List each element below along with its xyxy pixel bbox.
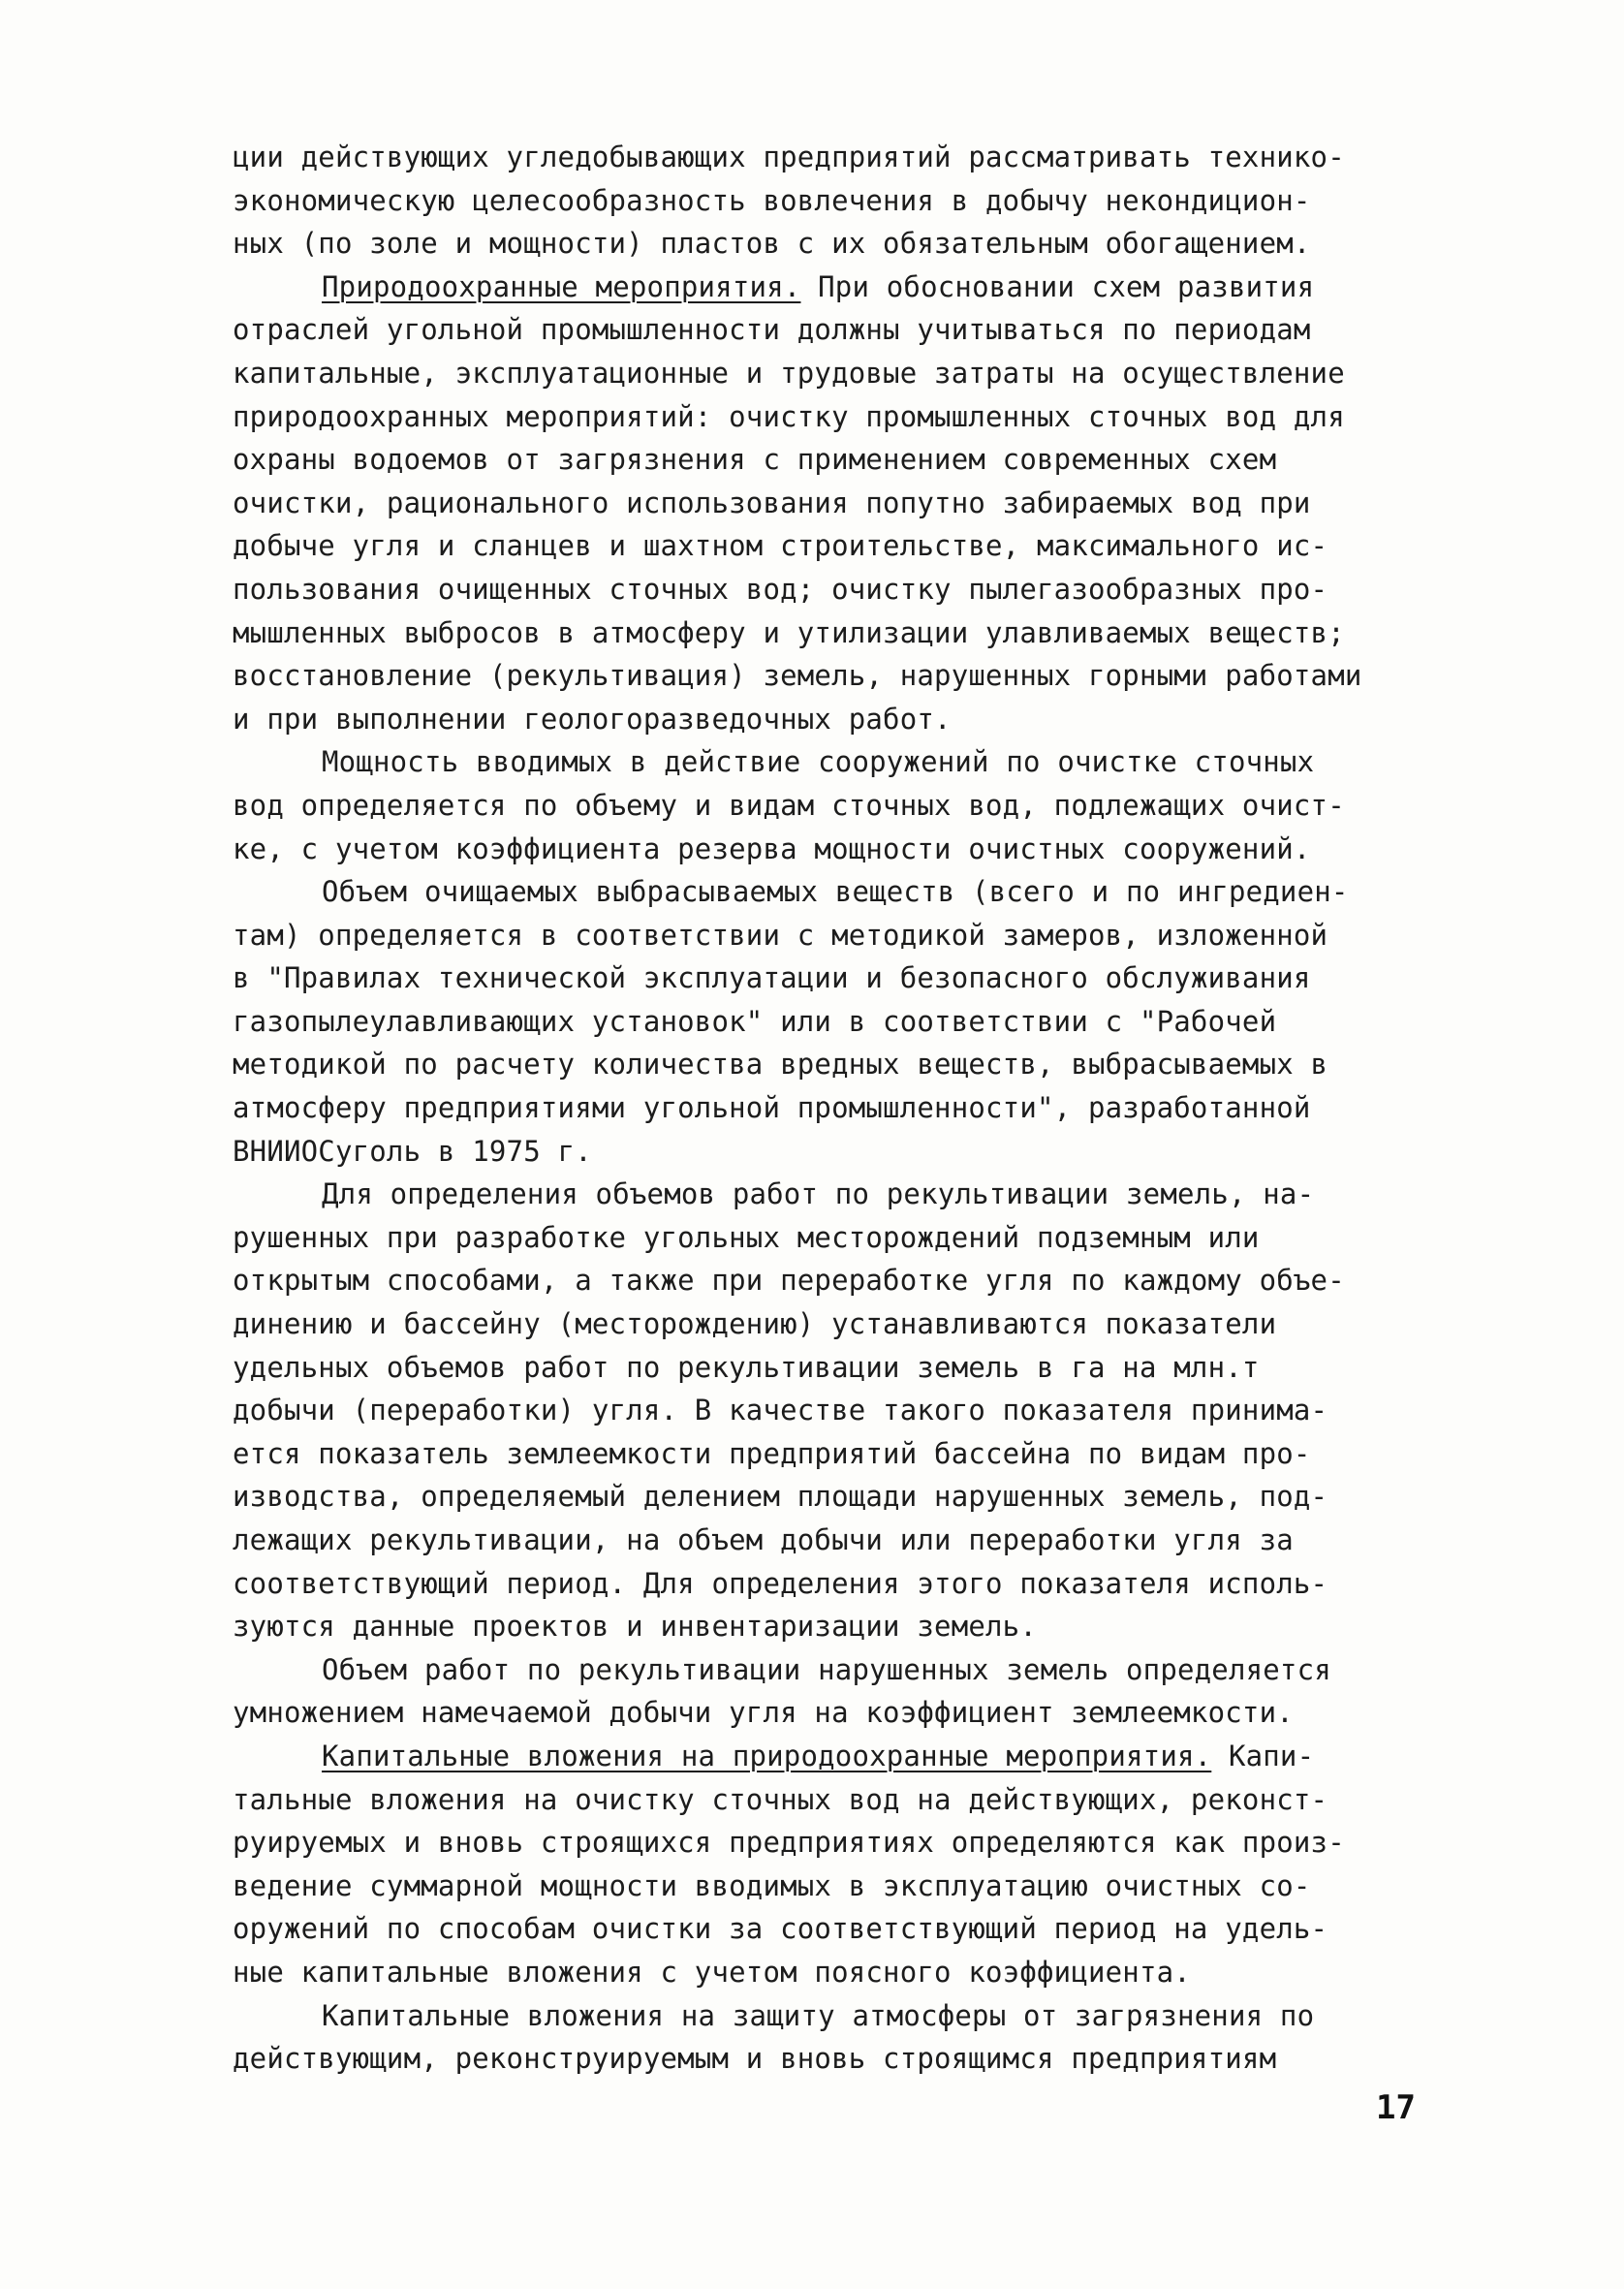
line-text: рушенных при разработке угольных месторождений подземным или	[233, 1220, 1260, 1254]
text-line	[233, 1691, 1453, 1735]
line-text: добыче угля и сланцев и шахтном строительстве, максимального ис-	[233, 529, 1328, 563]
text-line	[233, 1778, 1453, 1822]
text-line	[233, 1994, 1453, 2038]
line-text: Капи-	[1211, 1739, 1315, 1772]
line-text: тальные вложения на очистку сточных вод на действующих, реконст-	[233, 1782, 1328, 1816]
text-line	[233, 1519, 1453, 1562]
line-text: ется показатель землеемкости предприятий бассейна по видам про-	[233, 1436, 1311, 1470]
line-text: ных (по золе и мощности) пластов с их обязательным обогащением.	[233, 227, 1311, 261]
line-text: ВНИИОСуголь в 1975 г.	[233, 1134, 592, 1168]
text-line	[233, 568, 1453, 611]
text-line	[233, 784, 1453, 828]
text-line	[233, 1735, 1453, 1778]
line-text: и при выполнении геологоразведочных работ.	[233, 702, 952, 736]
page-number: 17	[1376, 2088, 1416, 2127]
text-line	[233, 2037, 1453, 2081]
line-text: газопылеулавливающих установок" или в соответствии с "Рабочей	[233, 1004, 1277, 1038]
text-line	[233, 914, 1453, 957]
line-text: восстановление (рекультивация) земель, нарушенных горными работами	[233, 659, 1362, 693]
line-text: оружений по способам очистки за соответствующий период на удель-	[233, 1912, 1328, 1946]
section-heading: Капитальные вложения на природоохранные мероприятия.	[322, 1739, 1212, 1772]
line-text: там) определяется в соответствии с методикой замеров, изложенной	[233, 918, 1328, 952]
text-line	[233, 524, 1453, 568]
text-line	[233, 1821, 1453, 1865]
text-line	[233, 1216, 1453, 1260]
text-line	[233, 1951, 1453, 1994]
text-line	[233, 1605, 1453, 1648]
text-line	[233, 1259, 1453, 1302]
line-text: охраны водоемов от загрязнения с применением современных схем	[233, 443, 1277, 477]
text-line	[233, 828, 1453, 871]
line-text: ные капитальные вложения с учетом поясного коэффициента.	[233, 1955, 1191, 1989]
line-text: отраслей угольной промышленности должны учитываться по периодам	[233, 313, 1311, 347]
text-line	[233, 266, 1453, 309]
line-text: зуются данные проектов и инвентаризации земель.	[233, 1610, 1037, 1644]
line-text: Капитальные вложения на защиту атмосферы от загрязнения по	[322, 1998, 1315, 2032]
line-text: изводства, определяемый делением площади нарушенных земель, под-	[233, 1480, 1328, 1514]
line-text: умножением намечаемой добычи угля на коэффициент землеемкости.	[233, 1696, 1294, 1730]
line-text: руируемых и вновь строящихся предприятиях определяются как произ-	[233, 1826, 1345, 1860]
line-text: ке, с учетом коэффициента резерва мощности очистных сооружений.	[233, 831, 1311, 865]
text-line	[233, 482, 1453, 525]
text-line	[233, 1389, 1453, 1432]
line-text: действующим, реконструируемым и вновь строящимся предприятиям	[233, 2042, 1277, 2076]
text-line	[233, 1562, 1453, 1606]
section-heading: Природоохранные мероприятия.	[322, 269, 801, 303]
text-line	[233, 1475, 1453, 1519]
line-text: мышленных выбросов в атмосферу и утилизации улавливаемых веществ;	[233, 615, 1345, 649]
text-line	[233, 1648, 1453, 1692]
line-text: При обосновании схем развития	[800, 269, 1315, 303]
line-text: открытым способами, а также при переработке угля по каждому объе-	[233, 1264, 1345, 1298]
text-line	[233, 308, 1453, 352]
text-line	[233, 1000, 1453, 1044]
text-line	[233, 654, 1453, 698]
line-text: природоохранных мероприятий: очистку промышленных сточных вод для	[233, 399, 1345, 433]
line-text: добычи (переработки) угля. В качестве такого показателя принима-	[233, 1394, 1328, 1427]
text-line	[233, 1865, 1453, 1908]
text-line	[233, 1346, 1453, 1390]
line-text: ведение суммарной мощности вводимых в эксплуатацию очистных со-	[233, 1868, 1311, 1902]
text-line	[233, 352, 1453, 395]
line-text: соответствующий период. Для определения этого показателя исполь-	[233, 1566, 1328, 1600]
text-line	[233, 740, 1453, 784]
text-line	[233, 1432, 1453, 1476]
line-text: Мощность вводимых в действие сооружений по очистке сточных	[322, 745, 1315, 779]
text-line	[233, 1086, 1453, 1130]
text-line	[233, 136, 1453, 179]
line-text: лежащих рекультивации, на объем добычи или переработки угля за	[233, 1523, 1294, 1556]
line-text: Объем очищаемых выбрасываемых веществ (всего и по ингредиен-	[322, 875, 1349, 909]
line-text: ции действующих угледобывающих предприятий рассматривать технико-	[233, 141, 1345, 173]
line-text: пользования очищенных сточных вод; очистку пылегазообразных про-	[233, 572, 1328, 606]
text-line	[233, 1907, 1453, 1951]
line-text: в "Правилах технической эксплуатации и безопасного обслуживания	[233, 961, 1311, 995]
text-line	[233, 438, 1453, 482]
body-text	[233, 136, 1453, 2081]
line-text: экономическую целесообразность вовлечения в добычу некондицион-	[233, 183, 1311, 217]
line-text: Для определения объемов работ по рекультивации земель, на-	[322, 1177, 1315, 1211]
text-line	[233, 1043, 1453, 1086]
text-line	[233, 179, 1453, 223]
text-line	[233, 1130, 1453, 1174]
line-text: атмосферу предприятиями угольной промышленности", разработанной	[233, 1091, 1311, 1125]
text-line	[233, 698, 1453, 741]
text-line	[233, 222, 1453, 266]
text-line	[233, 395, 1453, 439]
line-text: методикой по расчету количества вредных веществ, выбрасываемых в	[233, 1048, 1328, 1082]
line-text: динению и бассейну (месторождению) устанавливаются показатели	[233, 1307, 1277, 1341]
line-text: капитальные, эксплуатационные и трудовые затраты на осуществление	[233, 356, 1345, 390]
text-line	[233, 1173, 1453, 1216]
text-line	[233, 611, 1453, 655]
line-text: Объем работ по рекультивации нарушенных земель определяется	[322, 1652, 1331, 1686]
line-text: вод определяется по объему и видам сточных вод, подлежащих очист-	[233, 788, 1345, 822]
text-line	[233, 956, 1453, 1000]
text-line	[233, 870, 1453, 914]
line-text: удельных объемов работ по рекультивации земель в га на млн.т	[233, 1350, 1260, 1384]
text-line	[233, 1302, 1453, 1346]
line-text: очистки, рационального использования попутно забираемых вод при	[233, 486, 1311, 519]
